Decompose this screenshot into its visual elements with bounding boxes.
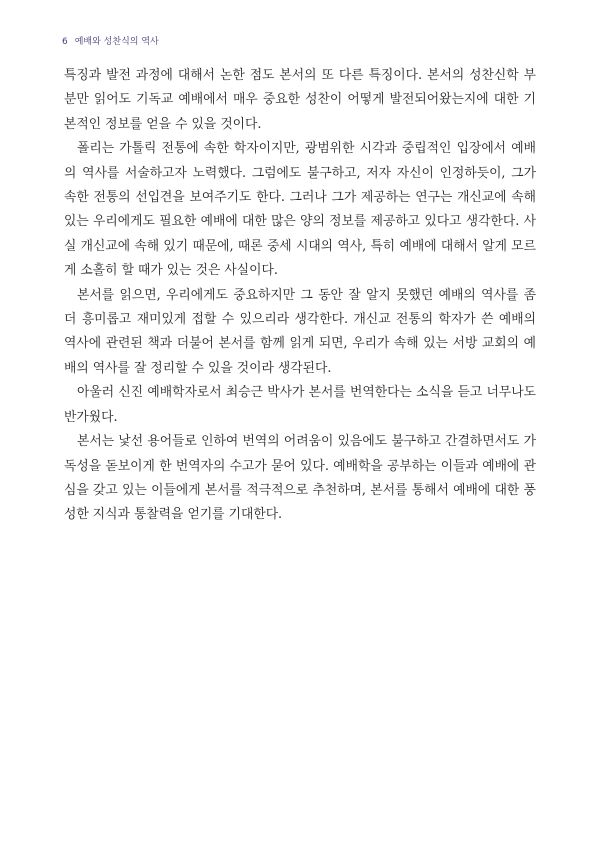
- running-title: 예배와 성찬식의 역사: [74, 37, 159, 47]
- running-header: [62, 34, 159, 47]
- paragraph-4: 아울러 신진 예배학자로서 최승근 박사가 본서를 번역한다는 소식을 듣고 너무나도 반가웠다.: [64, 385, 536, 425]
- paragraph-2: 폴리는 가톨릭 전통에 속한 학자이지만, 광범위한 시각과 중립적인 입장에서 예배의 역사를 서술하고자 노력했다. 그럼에도 불구하고, 저자 자신이 인정하듯이, 그가 속한 전통의 선입견을 보여주기도 한다. 그러나 그가 제공하는 연구는 개신교에 속해 있는 우리에게도 필요한 예배에 대한 많은 양의 정보를 제공하고 있다고 생각한다. 사실 개신교에 속해 있기 때문에, 때론 중세 시대의 역사, 특히 예배에 대해서 알게 모르게 소홀히 할 때가 있는 것은 사실이다.: [64, 141, 536, 279]
- paragraph-3: 본서를 읽으면, 우리에게도 중요하지만 그 동안 잘 알지 못했던 예배의 역사를 좀 더 흥미롭고 재미있게 접할 수 있으리라 생각한다. 개신교 전통의 학자가 쓴 예배의 역사에 관련된 책과 더불어 본서를 함께 읽게 되면, 우리가 속해 있는 서방 교회의 예배의 역사를 잘 정리할 수 있을 것이라 생각된다.: [64, 287, 536, 376]
- body-text: [64, 64, 536, 528]
- page-number: 6: [62, 37, 68, 47]
- paragraph-1: 특징과 발전 과정에 대해서 논한 점도 본서의 또 다른 특징이다. 본서의 성찬신학 부분만 읽어도 기독교 예배에서 매우 중요한 성찬이 어떻게 발전되어왔는지에 대한 기본적인 정보를 얻을 수 있을 것이다.: [64, 68, 536, 132]
- paragraph-5: 본서는 낯선 용어들로 인하여 번역의 어려움이 있음에도 불구하고 간결하면서도 가독성을 돋보이게 한 번역자의 수고가 묻어 있다. 예배학을 공부하는 이들과 예배에 관심을 갖고 있는 이들에게 본서를 적극적으로 추천하며, 본서를 통해서 예배에 대한 풍성한 지식과 통찰력을 얻기를 기대한다.: [64, 434, 536, 523]
